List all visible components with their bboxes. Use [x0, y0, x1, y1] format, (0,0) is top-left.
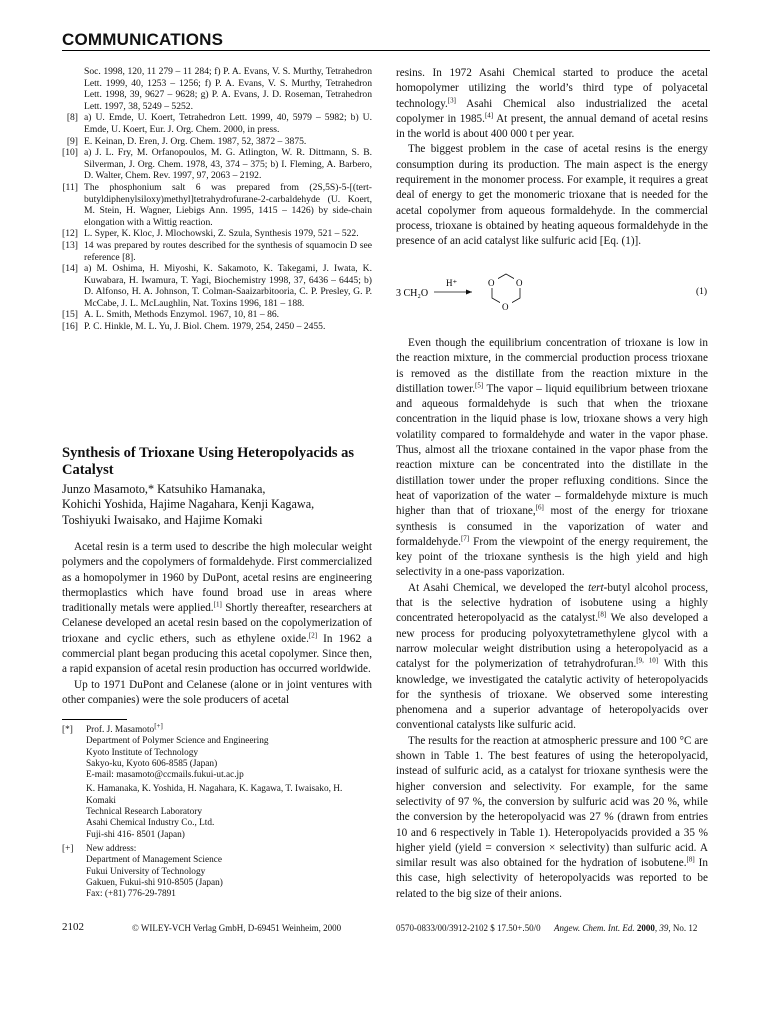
reference-item: [9] E. Keinan, D. Eren, J. Org. Chem. 1987, 52, 3872 – 3875.: [66, 135, 307, 147]
reference-item: [15] A. L. Smith, Methods Enzymol. 1967, 10, 81 – 86.: [62, 309, 280, 321]
reference-item: [8] a) U. Emde, U. Koert, Tetrahedron Lett. 1999, 40, 5979 – 5982; b) U. Emde, U. Koert, Eur. J. Org. Chem. 2000, in press.: [66, 112, 372, 135]
reference-item: [14] a) M. Oshima, H. Miyoshi, K. Sakamoto, K. Takegami, J. Iwata, K. Kuwabara, H. Iwamura, T. Yagi, Biochemistry 1998, 37, 6436 – 6445; b) D. Alfonso, H. A. Johnson, T. Colman-Saaizarbitooria, C. P. Presley, G. P. McCabe, J. L. McLaughlin, Nat. Toxins 1996, 181 – 188.: [62, 263, 372, 309]
footnote-coauthors: K. Hamanaka, K. Yoshida, H. Nagahara, K. Kagawa, T. Iwaisako, H. Komaki Technical Research Laboratory Asahi Chemical Industry Co., Ltd. Fuji-shi 416- 8501 (Japan): [86, 784, 343, 840]
reactant-label: 3 CH₂O: [396, 288, 429, 299]
page-footer: [62, 921, 710, 935]
reference-item: [10] a) J. L. Fry, M. Orfanopoulos, M. G. Atlington, W. R. Dittmann, S. B. Silverman, J. Org. Chem. 1978, 43, 374 – 375; b) I. Fleming, A. Barbero, D. Walter, Chem. Rev. 1997, 97, 2063 – 2192.: [62, 147, 372, 182]
footnote-new-address: [+] New address: Department of Management Science Fukui University of Technology Gakuen, Fukui-shi 910-8505 (Japan) Fax: (+81) 776-29-7891: [62, 843, 223, 900]
paragraph: Even though the equilibrium concentration of trioxane is low in the reaction mixture, in the commercial production process trioxane is removed as the distillate from the reaction mixture in the distillation tower.[5] The vapor – liquid equilibrium between trioxane and aqueous formaldehyde is such that when the trioxane concentration in the liquid phase is low, trioxane shows a very high volatility compared to formaldehyde and water in the vapor phase. Thus, almost all the trioxane contained in the vapor phase from the reaction mixture can be concentrated into the distillate in the distillation tower under the proper refluxing conditions. Since the heat of vaporization of the water – formaldehyde mixture is much higher than that of trioxane,[6] most of the energy for trioxane synthesis is consumed in the vaporization of water and formaldehyde.[7] From the viewpoint of the energy requirement, the key point of the trioxane synthesis is the high yield and high selectivity in a one-pass vaporization.: [396, 337, 709, 579]
paragraph: Up to 1971 DuPont and Celanese (alone or in joint ventures with other companies) were the sole producers of acetal: [62, 678, 372, 706]
oxygen-atom: O: [502, 302, 509, 312]
section-title: COMMUNICATIONS: [62, 30, 224, 49]
reference-item: Soc. 1998, 120, 11 279 – 11 284; f) P. A. Evans, V. S. Murthy, Tetrahedron Lett. 1999, 40, 1253 – 1256; f) P. A. Evans, V. S. Murthy, Tetrahedron Lett. 1998, 39, 9627 – 9628; g) P. A. Evans, J. D. Roseman, Tetrahedron Lett. 1997, 38, 5249 – 5252.: [84, 66, 372, 112]
trioxane-equation-figure: [396, 270, 708, 328]
reference-list: [62, 66, 372, 333]
author-line: Kohichi Yoshida, Hajime Nagahara, Kenji Kagawa,: [62, 497, 315, 512]
paragraph: At Asahi Chemical, we developed the tert-butyl alcohol process, that is the selective hydration of isobutene using a highly concentrated heteropolyacid as the catalyst.[8] We also developed a new process for producing polyoxytetramethylene glycol with a narrow molecular weight distribution using a heteropolyacid as a catalyst for the polymerization of tetrahydrofuran.[9, 10] With this knowledge, we investigated the catalytic activity of heteropolyacids for the synthesis of trioxane. We observed some interesting phenomena and a superior advantage of heteropolyacids over conventional catalysts like sulfuric acid.: [396, 581, 709, 732]
catalyst-label: H⁺: [446, 278, 458, 288]
reference-item: [13] 14 was prepared by routes described for the synthesis of squamocin D see reference [8].: [62, 239, 372, 263]
body-right-top: [396, 66, 708, 250]
paragraph: resins. In 1972 Asahi Chemical started to produce the acetal homopolymer utilizing the world’s third type of polyacetal technology.[3] Asahi Chemical also industrialized the acetal copolymer in 1985.[4] At present, the annual demand of acetal resins in the world is about 400 000 t per year.: [396, 67, 709, 141]
body-right-main: [396, 336, 708, 902]
oxygen-atom: O: [516, 278, 523, 288]
equation-1: [396, 270, 708, 328]
journal-citation: Angew. Chem. Int. Ed. 2000, 39, No. 12: [554, 923, 698, 933]
article-title: Synthesis of Trioxane Using Heteropolyacids as Catalyst: [62, 445, 355, 478]
article-code: 0570-0833/00/3912-2102 $ 17.50+.50/0: [396, 923, 541, 933]
arrow-head: [466, 290, 472, 295]
author-footnotes: [62, 721, 372, 903]
paragraph: The results for the reaction at atmospheric pressure and 100 °C are shown in Table 1. The best features of using the heteropolyacid, instead of sulfuric acid, as a catalyst for trioxane synthesis were the higher conversion and selectivity. For example, for the same selectivity of 97 %, the conversion by sulfuric acid was 20 %, while the conversion by the heteropolyacid was 27 % (drawn from entries 10 and 6 respectively in Table 1). Heteropolyacids provided a 35 % higher yield (yield = conversion × selectivity) than sulfuric acid. A similar result was also obtained for the hydration of isobutene.[8] In this case, high selectivity of heteropolyacids was reported to be related to the big size of their anions.: [396, 734, 708, 900]
page-header: [62, 30, 710, 51]
paragraph: Acetal resin is a term used to describe the high molecular weight polymers and the copolymers of formaldehyde. First commercialized as a homopolymer in 1960 by DuPont, acetal resins are engineering thermoplastics which have found broad use in areas where traditionally metals were applied.[1] Shortly thereafter, researchers at Celanese developed an acetal resin based on the copolymerization of trioxane and cyclic ethers, such as ethylene oxide.[2] In 1962 a commercial plant began producing this acetal copolymer. Since then, a rapid expansion of acetal resin production has occurred worldwide.: [62, 541, 372, 676]
paragraph: The biggest problem in the case of acetal resins is the energy consumption during its production. The main aspect is the energy requirement in the monomer process. For example, it requires a great deal of energy to get the monomeric trioxane that is needed for the acetal copolymer from aqueous formaldehyde. In the commercial process, trioxane is obtained by heating aqueous formaldehyde in the presence of an acid catalyst like sulfuric acid [Eq. (1)].: [396, 143, 708, 248]
author-line: Junzo Masamoto,* Katsuhiko Hamanaka,: [62, 482, 266, 496]
reference-item: [12] L. Syper, K. Kloc, J. Mlochowski, Z. Szula, Synthesis 1979, 521 – 522.: [62, 228, 359, 240]
page-number: 2102: [62, 921, 84, 933]
reference-item: [16] P. C. Hinkle, M. L. Yu, J. Biol. Chem. 1979, 254, 2450 – 2455.: [62, 321, 326, 333]
oxygen-atom: O: [488, 278, 495, 288]
reference-item: [11] The phosphonium salt 6 was prepared from (2S,5S)-5-[(tert-butyldiphenylsiloxy)methyl]tetrahydrofurane-2-carbaldehyde (U. Koert, M. Stein, H. Wagner, Liebigs Ann. 1995, 1415 – 1426) by side-chain elongation with a Wittig reaction.: [62, 181, 372, 228]
footnote-corresponding: [*] Prof. J. Masamoto[+] Department of Polymer Science and Engineering Kyoto Institute of Technology Sakyo-ku, Kyoto 606-8585 (Japan) E-mail: masamoto@ccmails.fukui-ut.ac.jp: [62, 721, 269, 781]
equation-number: (1): [696, 287, 708, 297]
author-line: Toshiyuki Iwaisako, and Hajime Komaki: [62, 512, 263, 527]
body-left: [62, 540, 372, 708]
publisher-line: © WILEY-VCH Verlag GmbH, D-69451 Weinheim, 2000: [132, 923, 342, 933]
author-list: [62, 482, 372, 528]
footnote-divider: [62, 719, 127, 720]
